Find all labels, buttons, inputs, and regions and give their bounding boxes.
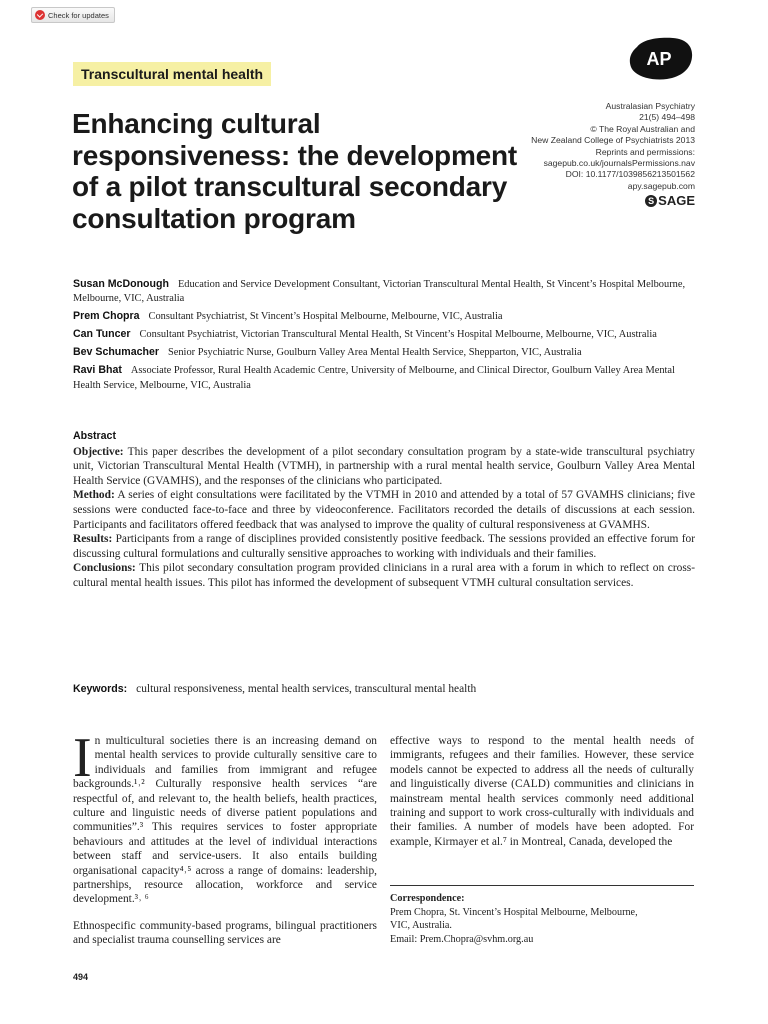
correspondence-address-2: VIC, Australia. xyxy=(390,920,452,932)
section-tag: Transcultural mental health xyxy=(73,62,271,86)
journal-logo xyxy=(629,37,693,81)
correspondence xyxy=(390,892,694,946)
correspondence-label: Correspondence: xyxy=(390,893,465,904)
author-entry xyxy=(73,345,695,360)
abstract-text: This paper describes the development of a pilot secondary consultation program by a state-wide transcultural psychiatry unit, Victorian Transcultural Mental Health (VTMH), in partnership with a rural mental health service, Goulburn Valley Area Mental Health Service (GVAMHS), and the responses of the clinicians who participated. xyxy=(73,445,695,487)
abstract-text: Participants from a range of disciplines provided consistently positive feedback. The sessions provided an effective forum for discussing cultural formulations and culturally sensitive approaches to working with individuals and their families. xyxy=(73,533,695,560)
copyright-line-1: © The Royal Australian and xyxy=(590,123,695,134)
publisher-logo xyxy=(645,193,695,208)
sage-mark-icon: S xyxy=(645,195,657,207)
correspondence-email[interactable]: Email: Prem.Chopra@svhm.org.au xyxy=(390,933,534,945)
abstract-text: This pilot secondary consultation program provided clinicians in a rural area with a forum in which to reflect on cross-cultural mental health issues. This pilot has informed the development of subsequent VTMH cultural consultation services. xyxy=(73,562,695,589)
abstract-heading: Abstract xyxy=(73,430,116,442)
author-entry xyxy=(73,309,695,324)
keywords-text: cultural responsiveness, mental health services, transcultural mental health xyxy=(136,683,477,695)
abstract-label: Results: xyxy=(73,533,113,546)
author-name: Can Tuncer xyxy=(73,328,131,341)
reprints-label: Reprints and permissions: xyxy=(595,146,695,157)
keywords-label: Keywords: xyxy=(73,683,128,695)
article-title: Enhancing cultural responsiveness: the development of a pilot transcultural secondary consultation program xyxy=(72,108,518,234)
keywords xyxy=(73,683,476,695)
abstract-label: Conclusions: xyxy=(73,562,136,575)
page-number: 494 xyxy=(73,972,89,982)
journal-website-link[interactable]: apy.sagepub.com xyxy=(627,180,695,191)
abstract-conclusions xyxy=(73,561,695,590)
author-affiliation: Consultant Psychiatrist, St Vincent’s Hospital Melbourne, Melbourne, VIC, Australia xyxy=(148,311,503,323)
abstract-label: Objective: xyxy=(73,445,124,458)
author-affiliation: Senior Psychiatric Nurse, Goulburn Valley Area Mental Health Service, Shepparton, VIC, Australia xyxy=(167,347,582,359)
check-for-updates-label: Check for updates xyxy=(48,10,109,20)
author-name: Bev Schumacher xyxy=(73,346,159,359)
abstract-label: Method: xyxy=(73,489,115,502)
author-name: Ravi Bhat xyxy=(73,364,122,377)
permissions-link[interactable]: sagepub.co.uk/journalsPermissions.nav xyxy=(543,158,695,169)
journal-info xyxy=(531,101,695,192)
journal-volume: 21(5) 494–498 xyxy=(639,112,695,123)
abstract xyxy=(73,429,695,591)
abstract-objective xyxy=(73,445,695,489)
author-entry xyxy=(73,327,695,342)
correspondence-divider xyxy=(390,885,694,886)
author-entry xyxy=(73,277,695,307)
author-name: Susan McDonough xyxy=(73,278,169,290)
check-for-updates-button[interactable] xyxy=(31,7,115,23)
update-icon xyxy=(35,10,45,20)
drop-cap: I xyxy=(73,727,92,789)
copyright-line-2: New Zealand College of Psychiatrists 2013 xyxy=(531,135,695,146)
author-name: Prem Chopra xyxy=(73,310,140,323)
author-affiliation: Consultant Psychiatrist, Victorian Transcultural Mental Health, St Vincent’s Hospital Melbourne, Melbourne, VIC, Australia xyxy=(139,329,657,341)
publisher-logo-text: SAGE xyxy=(658,193,695,208)
body-column-right xyxy=(390,734,694,849)
body-text: n multicultural societies there is an increasing demand on mental health services to provide culturally sensitive care to individuals and families from immigrant and refugee backgrounds.¹˒² Culturally responsive health services “are respectful of, and relevant to, the health beliefs, health practices, culture and linguistic needs of diverse patient populations and communities”.³ This requires services to foster appropriate behaviours and attitudes at the level of individual interactions between staff and service-users. It also entails building organisational capacity⁴˒⁵ across a range of domains: leadership, partnerships, resource allocation, workforce and service development.³˒ ⁶ xyxy=(73,735,377,906)
abstract-text: A series of eight consultations were facilitated by the VTMH in 2010 and attended by a total of 57 GVAMHS clinicians; five sessions were conducted face-to-face and three by videoconference. Facilitators recorded the details of discussions at each session. Participants and facilitators offered feedback that was analysed to improve the quality of cultural responsiveness at GVAMHS. xyxy=(73,489,695,531)
body-paragraph: Ethnospecific community-based programs, bilingual practitioners and specialist trauma counselling services are xyxy=(73,919,377,947)
doi-link[interactable]: DOI: 10.1177/1039856213501562 xyxy=(565,169,695,180)
abstract-method xyxy=(73,488,695,532)
body-paragraph: effective ways to respond to the mental health needs of immigrants, refugees and their families. However, these service models cannot be expected to address all the needs of culturally and linguistically diverse (CALD) communities and clinicians in mainstream mental health services commonly need additional training and support to work cross-culturally with individuals and their families. A number of models have been adopted. For example, Kirmayer et al.⁷ in Montreal, Canada, developed the xyxy=(390,735,694,848)
abstract-results xyxy=(73,532,695,561)
correspondence-address: Prem Chopra, St. Vincent’s Hospital Melbourne, Melbourne, xyxy=(390,906,638,918)
author-entry xyxy=(73,363,695,393)
author-affiliation: Associate Professor, Rural Health Academic Centre, University of Melbourne, and Clinical Director, Goulburn Valley Area Mental Health Service, Melbourne, VIC, Australia xyxy=(73,365,675,391)
body-paragraph xyxy=(73,727,377,907)
journal-name: Australasian Psychiatry xyxy=(605,101,695,111)
author-affiliation: Education and Service Development Consultant, Victorian Transcultural Mental Health, St Vincent’s Hospital Melbourne, Melbourne, VIC, Australia xyxy=(73,279,686,305)
author-list xyxy=(73,277,695,396)
journal-logo-text: AP xyxy=(646,49,672,69)
body-column-left xyxy=(73,727,377,948)
